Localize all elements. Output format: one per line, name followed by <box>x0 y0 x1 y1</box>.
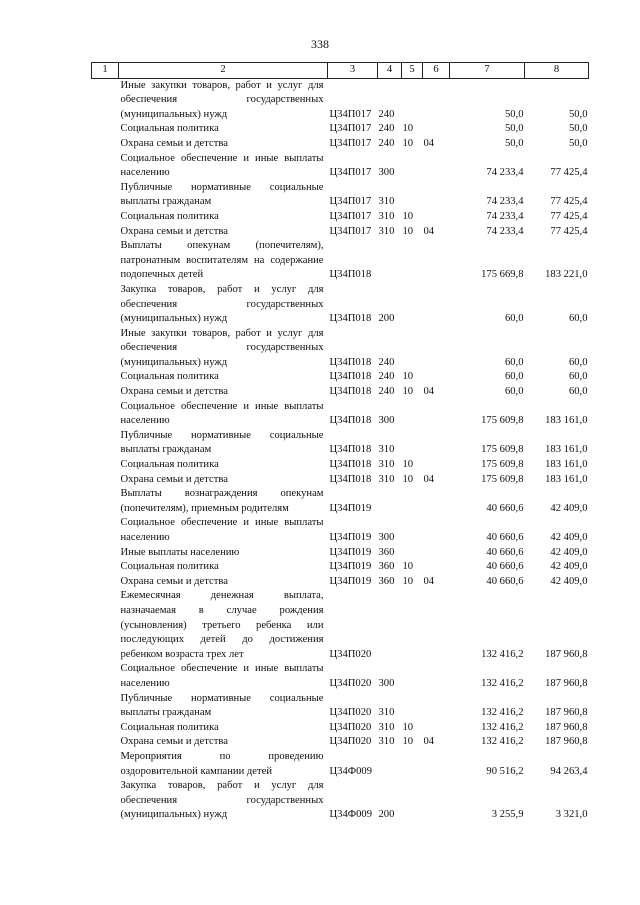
table-row <box>92 721 589 736</box>
row-amount-year1-cell: 132 416,2 <box>481 677 524 689</box>
row-amount-year2-cell: 183 161,0 <box>545 459 588 471</box>
row-vr-cell: 240 <box>378 386 395 398</box>
table-row <box>92 750 589 779</box>
row-pr-cell <box>423 560 450 575</box>
column-header: 2 <box>119 63 328 79</box>
row-amount-year1-cell: 60,0 <box>504 371 524 383</box>
row-amount-year1-cell: 132 416,2 <box>481 721 524 733</box>
row-pr-cell <box>423 721 450 736</box>
row-amount-year1-cell: 60,0 <box>504 313 524 325</box>
row-amount-year1-cell: 40 660,6 <box>486 546 524 558</box>
row-name-cell: Социальная политика <box>120 561 219 573</box>
row-name-cell: Социальная политика <box>120 721 219 733</box>
row-index-cell <box>92 516 119 545</box>
row-amount-year2-cell: 187 960,8 <box>545 707 588 719</box>
row-name-cell: Охрана семьи и детства <box>120 225 228 237</box>
row-vr-cell: 240 <box>378 356 395 368</box>
row-name-cell: Публичные нормативные социальные выплаты гражданам <box>120 181 324 208</box>
row-amount-year2-cell: 77 425,4 <box>550 210 588 222</box>
row-amount-year1-cell: 132 416,2 <box>481 707 524 719</box>
row-name-cell: Социальная политика <box>120 459 219 471</box>
row-amount-year1-cell: 175 669,8 <box>481 269 524 281</box>
row-rz-cell <box>402 692 423 721</box>
row-amount-year1-cell: 175 609,8 <box>481 459 524 471</box>
column-header: 3 <box>328 63 378 79</box>
column-header: 7 <box>450 63 525 79</box>
row-pr-cell <box>423 429 450 458</box>
row-code-cell: Ц34П017 <box>329 210 372 222</box>
table-row <box>92 575 589 590</box>
row-vr-cell: 360 <box>378 546 395 558</box>
row-pr-cell <box>423 122 450 137</box>
table-row <box>92 692 589 721</box>
row-code-cell: Ц34П020 <box>329 707 372 719</box>
row-index-cell <box>92 575 119 590</box>
row-vr-cell: 310 <box>378 444 395 456</box>
row-index-cell <box>92 152 119 181</box>
row-rz-cell: 10 <box>402 123 414 135</box>
row-amount-year2-cell: 187 960,8 <box>545 648 588 660</box>
row-amount-year1-cell: 50,0 <box>504 123 524 135</box>
table-row <box>92 735 589 750</box>
row-index-cell <box>92 370 119 385</box>
table-row <box>92 327 589 371</box>
row-rz-cell: 10 <box>402 736 414 748</box>
row-index-cell <box>92 400 119 429</box>
table-row <box>92 370 589 385</box>
row-code-cell: Ц34П020 <box>329 677 372 689</box>
row-amount-year1-cell: 74 233,4 <box>486 196 524 208</box>
table-row <box>92 429 589 458</box>
row-pr-cell <box>423 546 450 561</box>
row-vr-cell: 240 <box>378 371 395 383</box>
row-pr-cell: 04 <box>423 386 435 398</box>
row-name-cell: Охрана семьи и детства <box>120 736 228 748</box>
table-row <box>92 137 589 152</box>
row-name-cell: Охрана семьи и детства <box>120 473 228 485</box>
row-code-cell: Ц34П017 <box>329 167 372 179</box>
row-code-cell: Ц34П017 <box>329 123 372 135</box>
row-rz-cell: 10 <box>402 721 414 733</box>
row-pr-cell <box>423 210 450 225</box>
row-rz-cell <box>402 283 423 327</box>
row-amount-year2-cell: 60,0 <box>568 313 588 325</box>
row-name-cell: Социальная политика <box>120 371 219 383</box>
row-amount-year2-cell: 42 409,0 <box>550 502 588 514</box>
column-header: 1 <box>92 63 119 79</box>
row-name-cell: Выплаты вознаграждения опекунам (попечителям), приемным родителям <box>120 488 324 514</box>
row-code-cell: Ц34П020 <box>329 721 372 733</box>
row-index-cell <box>92 735 119 750</box>
row-index-cell <box>92 546 119 561</box>
row-amount-year2-cell: 42 409,0 <box>550 532 588 543</box>
row-pr-cell: 04 <box>423 137 435 149</box>
row-pr-cell <box>423 370 450 385</box>
row-pr-cell <box>423 239 450 283</box>
row-pr-cell: 04 <box>423 736 435 748</box>
row-amount-year2-cell: 42 409,0 <box>550 546 588 558</box>
row-index-cell <box>92 239 119 283</box>
column-header: 4 <box>378 63 402 79</box>
row-vr-cell: 240 <box>378 123 395 135</box>
row-rz-cell <box>402 78 423 122</box>
row-code-cell: Ц34П018 <box>329 473 372 485</box>
row-pr-cell <box>423 400 450 429</box>
table-row <box>92 225 589 240</box>
row-name-cell: Социальное обеспечение и иные выплаты населению <box>120 663 324 689</box>
table-row <box>92 662 589 691</box>
row-name-cell: Социальное обеспечение и иные выплаты населению <box>120 517 324 543</box>
row-code-cell: Ц34П018 <box>329 371 372 383</box>
row-index-cell <box>92 458 119 473</box>
row-amount-year1-cell: 175 609,8 <box>481 415 524 427</box>
row-pr-cell <box>423 152 450 181</box>
row-amount-year1-cell: 175 609,8 <box>481 473 524 485</box>
row-amount-year2-cell: 50,0 <box>568 123 588 135</box>
row-vr-cell: 300 <box>378 167 395 179</box>
row-amount-year2-cell: 183 161,0 <box>545 473 588 485</box>
table-row <box>92 589 589 662</box>
row-amount-year2-cell: 77 425,4 <box>550 167 588 179</box>
row-name-cell: Охрана семьи и детства <box>120 386 228 398</box>
table-row <box>92 473 589 488</box>
row-amount-year2-cell: 94 263,4 <box>550 765 588 777</box>
row-pr-cell <box>423 458 450 473</box>
row-amount-year2-cell: 187 960,8 <box>545 721 588 733</box>
row-name-cell: Социальная политика <box>120 210 219 222</box>
row-vr-cell: 310 <box>378 210 395 222</box>
row-amount-year2-cell: 77 425,4 <box>550 225 588 237</box>
row-code-cell: Ц34П017 <box>329 137 372 149</box>
row-amount-year2-cell: 77 425,4 <box>550 196 588 208</box>
row-index-cell <box>92 225 119 240</box>
row-code-cell: Ц34Ф009 <box>329 809 373 821</box>
row-vr-cell: 310 <box>378 225 395 237</box>
row-vr-cell: 200 <box>378 809 395 821</box>
row-rz-cell <box>402 487 423 516</box>
row-rz-cell <box>402 662 423 691</box>
table-row <box>92 181 589 210</box>
table-header-row <box>92 63 589 79</box>
row-rz-cell: 10 <box>402 137 414 149</box>
row-rz-cell <box>402 429 423 458</box>
row-pr-cell: 04 <box>423 225 435 237</box>
row-code-cell: Ц34П018 <box>329 356 372 368</box>
row-pr-cell <box>423 327 450 371</box>
row-vr-cell: 310 <box>378 473 395 485</box>
row-amount-year1-cell: 3 255,9 <box>491 809 524 821</box>
table-row <box>92 283 589 327</box>
row-code-cell: Ц34П018 <box>329 269 372 281</box>
row-amount-year1-cell: 60,0 <box>504 386 524 398</box>
row-amount-year1-cell: 90 516,2 <box>486 765 524 777</box>
row-rz-cell: 10 <box>402 561 414 573</box>
row-amount-year2-cell: 187 960,8 <box>545 736 588 748</box>
table-row <box>92 78 589 122</box>
row-vr-cell: 200 <box>378 313 395 325</box>
row-pr-cell <box>423 779 450 823</box>
row-amount-year1-cell: 74 233,4 <box>486 225 524 237</box>
row-code-cell: Ц34П018 <box>329 459 372 471</box>
row-index-cell <box>92 779 119 823</box>
row-amount-year1-cell: 175 609,8 <box>481 444 524 456</box>
table-row <box>92 546 589 561</box>
row-rz-cell: 10 <box>402 575 414 587</box>
row-name-cell: Социальная политика <box>120 123 219 135</box>
row-amount-year2-cell: 183 161,0 <box>545 415 588 427</box>
row-amount-year1-cell: 50,0 <box>504 137 524 149</box>
row-pr-cell <box>423 750 450 779</box>
row-rz-cell <box>402 516 423 545</box>
row-vr-cell: 300 <box>378 415 395 427</box>
row-rz-cell <box>402 400 423 429</box>
row-index-cell <box>92 692 119 721</box>
table-row <box>92 210 589 225</box>
row-pr-cell <box>423 516 450 545</box>
row-name-cell: Закупка товаров, работ и услуг для обеспечения государственных (муниципальных) нужд <box>120 283 324 325</box>
row-code-cell: Ц34П019 <box>329 502 372 514</box>
row-vr-cell: 310 <box>378 707 395 719</box>
row-amount-year1-cell: 40 660,6 <box>486 502 524 514</box>
row-vr-cell: 310 <box>378 459 395 471</box>
table-row <box>92 560 589 575</box>
row-code-cell: Ц34П017 <box>329 196 372 208</box>
row-name-cell: Иные закупки товаров, работ и услуг для обеспечения государственных (муниципальных) нужд <box>120 79 324 120</box>
row-vr-cell: 240 <box>378 108 395 120</box>
row-name-cell: Публичные нормативные социальные выплаты гражданам <box>120 692 324 719</box>
row-vr-cell: 360 <box>378 561 395 573</box>
row-amount-year1-cell: 132 416,2 <box>481 736 524 748</box>
row-index-cell <box>92 662 119 691</box>
table-body <box>92 78 589 823</box>
row-rz-cell <box>402 181 423 210</box>
row-code-cell: Ц34П017 <box>329 108 372 120</box>
row-code-cell: Ц34П020 <box>329 736 372 748</box>
row-rz-cell <box>402 779 423 823</box>
row-vr-cell: 360 <box>378 575 395 587</box>
row-name-cell: Иные выплаты населению <box>120 546 240 558</box>
row-name-cell: Охрана семьи и детства <box>120 575 228 587</box>
row-vr-cell: 310 <box>378 736 395 748</box>
row-amount-year2-cell: 60,0 <box>568 356 588 368</box>
row-amount-year1-cell: 40 660,6 <box>486 532 524 543</box>
table-row <box>92 239 589 283</box>
row-index-cell <box>92 473 119 488</box>
row-amount-year1-cell: 40 660,6 <box>486 575 524 587</box>
row-pr-cell <box>423 589 450 662</box>
row-rz-cell: 10 <box>402 459 414 471</box>
row-amount-year2-cell: 60,0 <box>568 386 588 398</box>
row-amount-year2-cell: 187 960,8 <box>545 677 588 689</box>
row-rz-cell: 10 <box>402 225 414 237</box>
row-amount-year2-cell: 42 409,0 <box>550 561 588 573</box>
row-amount-year2-cell: 50,0 <box>568 108 588 120</box>
row-code-cell: Ц34П018 <box>329 444 372 456</box>
row-index-cell <box>92 385 119 400</box>
budget-table <box>91 62 589 823</box>
row-rz-cell <box>402 750 423 779</box>
row-index-cell <box>92 137 119 152</box>
row-amount-year1-cell: 74 233,4 <box>486 167 524 179</box>
row-name-cell: Социальное обеспечение и иные выплаты населению <box>120 400 324 427</box>
row-amount-year1-cell: 40 660,6 <box>486 561 524 573</box>
row-rz-cell: 10 <box>402 473 414 485</box>
row-pr-cell: 04 <box>423 473 435 485</box>
row-amount-year2-cell: 183 221,0 <box>545 269 588 281</box>
row-vr-cell <box>378 239 402 283</box>
table-row <box>92 779 589 823</box>
column-header: 6 <box>423 63 450 79</box>
row-rz-cell <box>402 239 423 283</box>
row-vr-cell <box>378 589 402 662</box>
row-pr-cell: 04 <box>423 575 435 587</box>
row-rz-cell <box>402 327 423 371</box>
row-code-cell: Ц34П018 <box>329 313 372 325</box>
row-name-cell: Охрана семьи и детства <box>120 137 228 149</box>
row-amount-year1-cell: 132 416,2 <box>481 648 524 660</box>
row-code-cell: Ц34П017 <box>329 225 372 237</box>
table-row <box>92 458 589 473</box>
row-amount-year1-cell: 50,0 <box>504 108 524 120</box>
row-name-cell: Иные закупки товаров, работ и услуг для обеспечения государственных (муниципальных) нужд <box>120 327 324 368</box>
row-index-cell <box>92 122 119 137</box>
row-amount-year2-cell: 60,0 <box>568 371 588 383</box>
row-code-cell: Ц34Ф009 <box>329 765 373 777</box>
row-pr-cell <box>423 487 450 516</box>
row-name-cell: Социальное обеспечение и иные выплаты населению <box>120 152 324 179</box>
row-index-cell <box>92 429 119 458</box>
row-code-cell: Ц34П018 <box>329 415 372 427</box>
row-amount-year1-cell: 60,0 <box>504 356 524 368</box>
row-pr-cell <box>423 181 450 210</box>
table-row <box>92 487 589 516</box>
row-index-cell <box>92 181 119 210</box>
row-amount-year2-cell: 3 321,0 <box>555 809 588 821</box>
row-name-cell: Выплаты опекунам (попечителям), патронатным воспитателям на содержание подопечных детей <box>120 240 324 281</box>
table-row <box>92 385 589 400</box>
row-rz-cell: 10 <box>402 386 414 398</box>
row-pr-cell <box>423 692 450 721</box>
row-code-cell: Ц34П018 <box>329 386 372 398</box>
row-code-cell: Ц34П019 <box>329 561 372 573</box>
row-rz-cell: 10 <box>402 371 414 383</box>
row-index-cell <box>92 327 119 371</box>
row-code-cell: Ц34П019 <box>329 575 372 587</box>
row-amount-year2-cell: 50,0 <box>568 137 588 149</box>
row-rz-cell: 10 <box>402 210 414 222</box>
row-index-cell <box>92 750 119 779</box>
page-number: 338 <box>311 37 329 51</box>
row-amount-year2-cell: 42 409,0 <box>550 575 588 587</box>
row-vr-cell: 240 <box>378 137 395 149</box>
row-index-cell <box>92 210 119 225</box>
row-index-cell <box>92 721 119 736</box>
row-index-cell <box>92 487 119 516</box>
row-name-cell: Ежемесячная денежная выплата, назначаемая в случае рождения (усыновления) третьего ребенка или последующих детей до достижения ребенком возраста трех лет <box>120 590 324 660</box>
row-rz-cell <box>402 152 423 181</box>
row-index-cell <box>92 78 119 122</box>
row-rz-cell <box>402 546 423 561</box>
table-row <box>92 516 589 545</box>
row-vr-cell: 300 <box>378 532 395 543</box>
row-vr-cell: 310 <box>378 721 395 733</box>
row-vr-cell: 310 <box>378 196 395 208</box>
column-header: 5 <box>402 63 423 79</box>
row-index-cell <box>92 283 119 327</box>
row-vr-cell: 300 <box>378 677 395 689</box>
table-row <box>92 400 589 429</box>
row-vr-cell <box>378 487 402 516</box>
row-name-cell: Публичные нормативные социальные выплаты гражданам <box>120 429 324 456</box>
table-row <box>92 122 589 137</box>
row-pr-cell <box>423 662 450 691</box>
row-pr-cell <box>423 283 450 327</box>
row-code-cell: Ц34П019 <box>329 546 372 558</box>
row-index-cell <box>92 589 119 662</box>
row-code-cell: Ц34П020 <box>329 648 372 660</box>
row-code-cell: Ц34П019 <box>329 532 372 543</box>
row-amount-year2-cell: 183 161,0 <box>545 444 588 456</box>
row-pr-cell <box>423 78 450 122</box>
row-amount-year1-cell: 74 233,4 <box>486 210 524 222</box>
row-rz-cell <box>402 589 423 662</box>
table-row <box>92 152 589 181</box>
row-index-cell <box>92 560 119 575</box>
row-name-cell: Закупка товаров, работ и услуг для обеспечения государственных (муниципальных) нужд <box>120 780 324 821</box>
row-name-cell: Мероприятия по проведению оздоровительной кампании детей <box>120 750 324 777</box>
column-header: 8 <box>525 63 589 79</box>
row-vr-cell <box>378 750 402 779</box>
